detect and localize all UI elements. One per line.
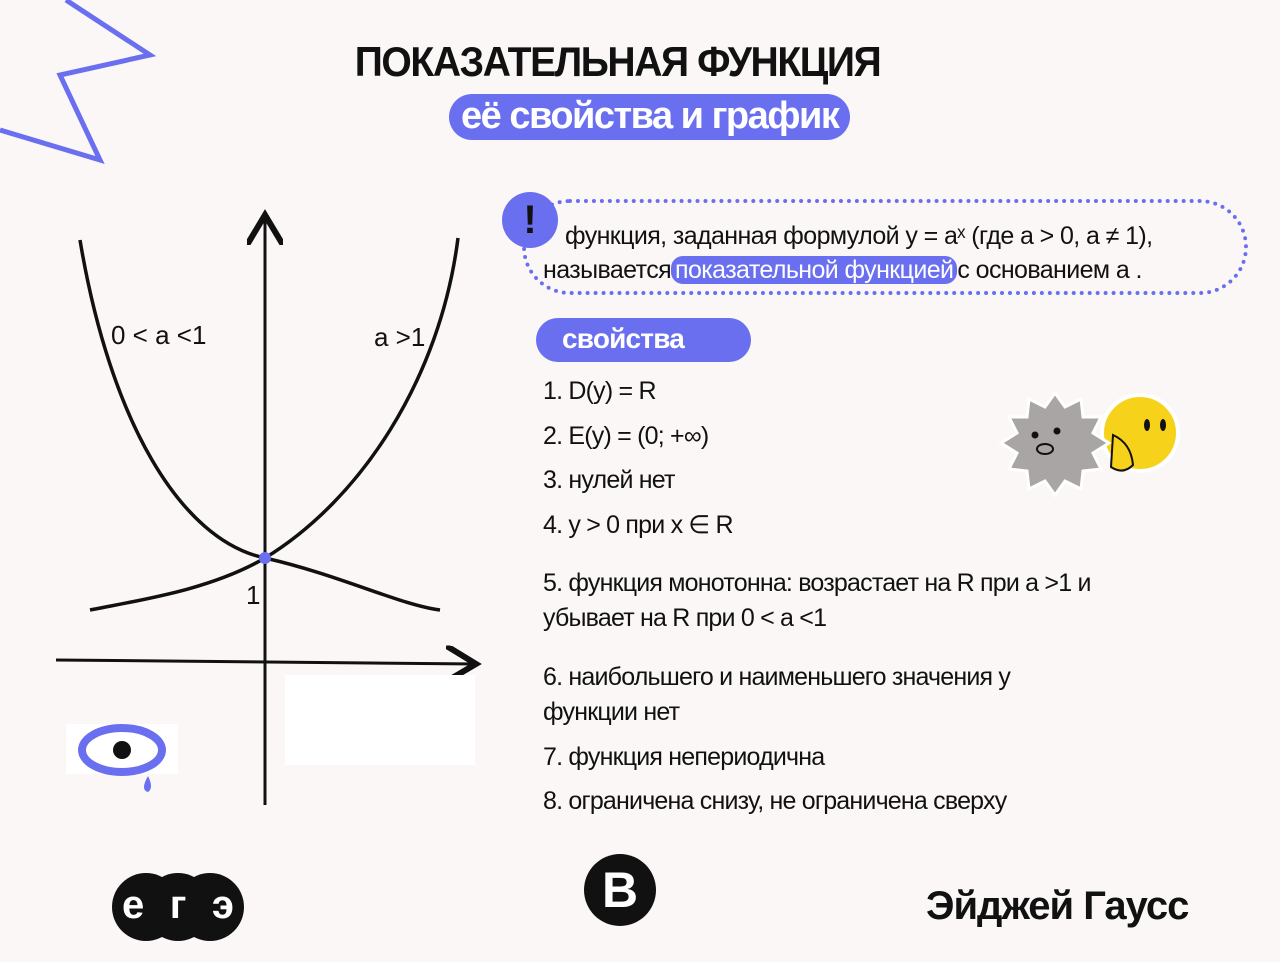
intercept-point: [259, 552, 271, 564]
page-subtitle: её свойства и график: [449, 94, 850, 140]
property-8: 8. ограничена снизу, не ограничена сверху: [543, 787, 1007, 815]
x-axis: [56, 660, 476, 664]
definition-highlight: показательной функцией: [671, 256, 957, 284]
exclamation-icon: !: [502, 192, 558, 248]
ege-logo-letters: [122, 880, 234, 930]
page-title: ПОКАЗАТЕЛЬНАЯ ФУНКЦИЯ: [354, 38, 881, 85]
mascot-stickers: [995, 385, 1185, 510]
sticker-background: [285, 675, 475, 765]
definition-line-2: [543, 256, 1142, 285]
logo-letter-1: е: [122, 883, 145, 927]
label-left-curve: 0 < a <1: [111, 320, 207, 350]
definition-line-1: функция, заданная формулой y = aˣ (где a > 0, a ≠ 1),: [565, 222, 1153, 250]
property-2: 2. E(y) = (0; +∞): [543, 422, 709, 450]
intercept-label: 1: [246, 580, 261, 610]
property-6-line-2: функции нет: [543, 698, 680, 726]
gray-blob-icon: [1001, 393, 1109, 495]
property-1: 1. D(y) = R: [543, 377, 656, 405]
eye-icon: [66, 720, 178, 800]
definition-line-2-start: называется: [543, 256, 672, 284]
property-5-line-2: убывает на R при 0 < a <1: [543, 604, 827, 632]
property-6-line-1: 6. наибольшего и наименьшего значения у: [543, 663, 1011, 691]
label-right-curve: a >1: [374, 322, 426, 352]
properties-heading: свойства: [536, 318, 751, 362]
property-4: 4. y > 0 при x ∈ R: [543, 511, 733, 539]
definition-line-2-end: с основанием a .: [957, 256, 1142, 284]
increasing-curve: [90, 238, 458, 610]
property-5-line-1: 5. функция монотонна: возрастает на R при a >1 и: [543, 569, 1091, 597]
vk-badge-icon: В: [584, 854, 656, 926]
logo-letter-2: г: [169, 883, 187, 927]
author-name: Эйджей Гаусс: [926, 884, 1189, 928]
zigzag-decoration: [0, 0, 160, 200]
property-7: 7. функция непериодична: [543, 743, 825, 771]
decreasing-curve: [80, 240, 440, 610]
logo-letter-3: э: [211, 883, 234, 927]
property-3: 3. нулей нет: [543, 466, 675, 494]
